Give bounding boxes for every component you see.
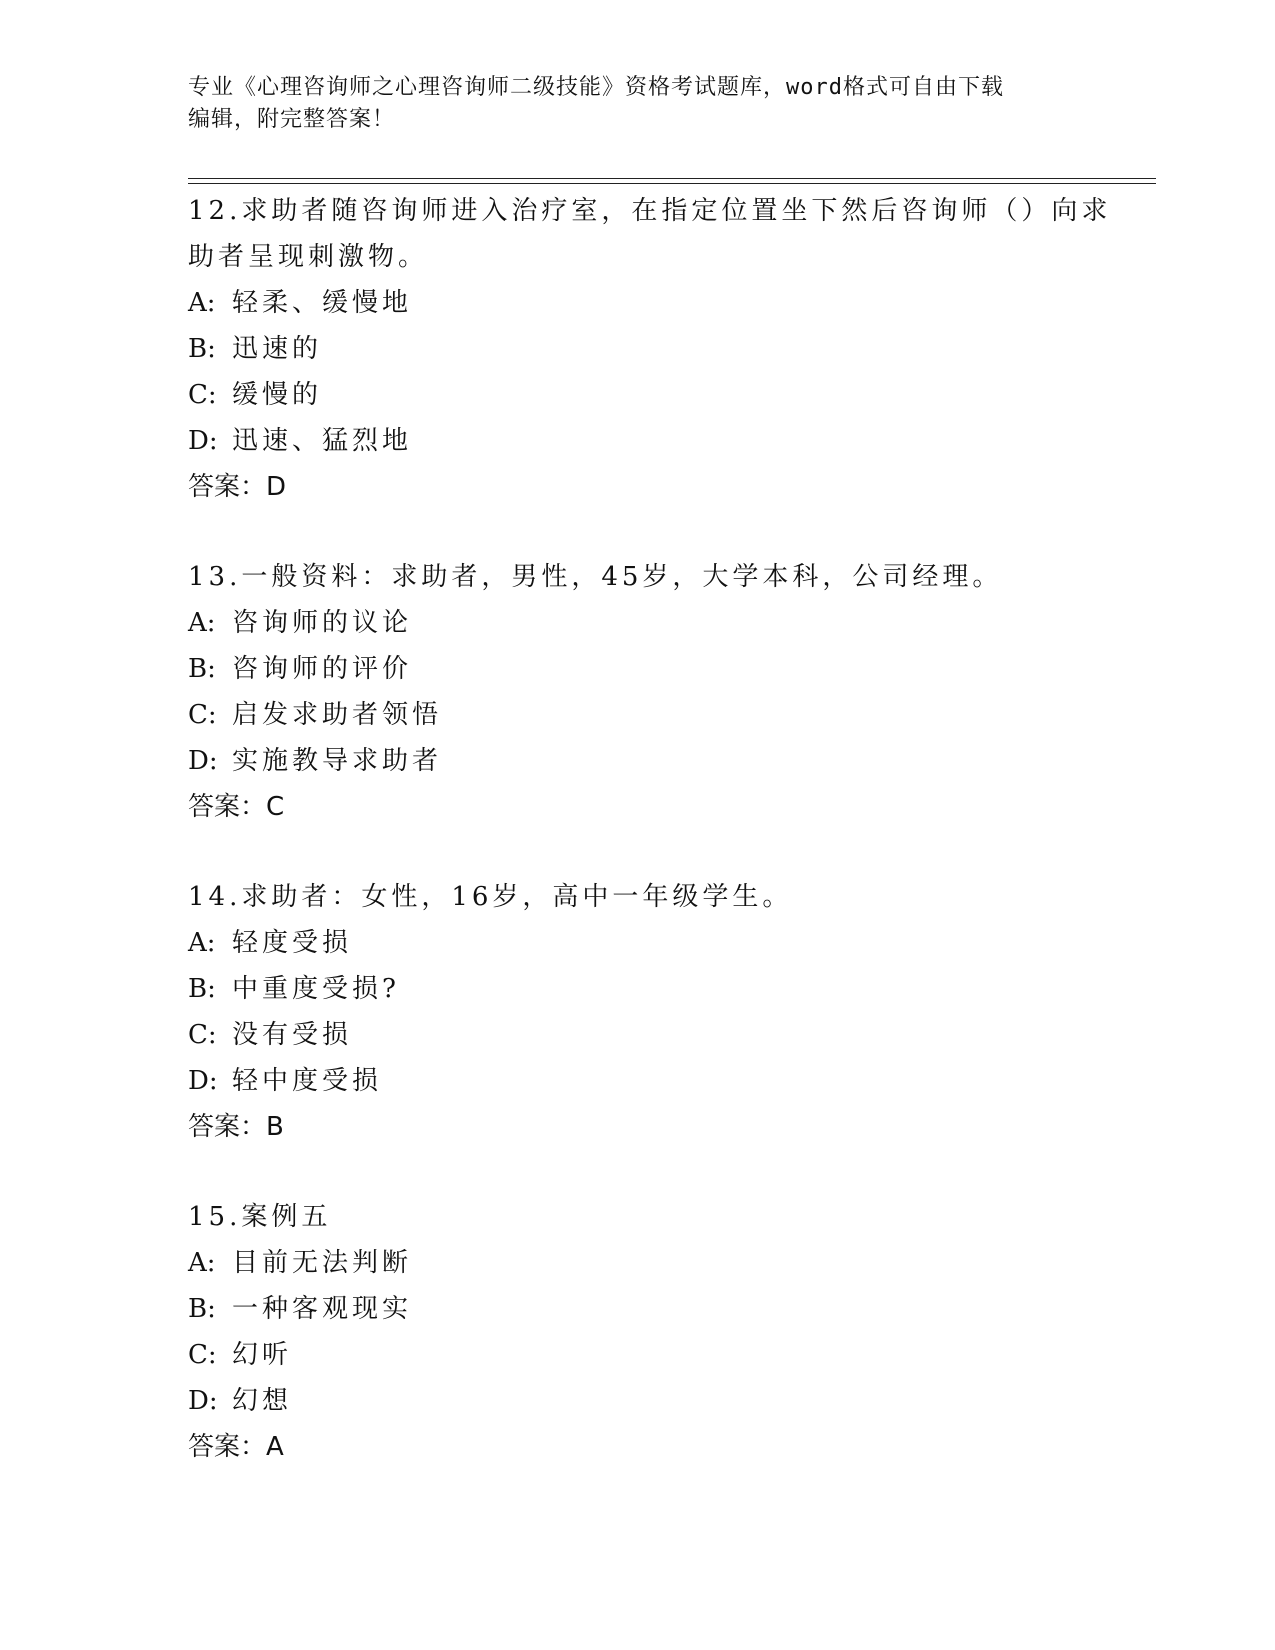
option-a <box>188 600 1088 646</box>
option-text: 缓慢的 <box>232 380 323 410</box>
option-text: 实施教导求助者 <box>232 746 443 776</box>
question-15 <box>188 1194 1088 1470</box>
question-title-line: 13.一般资料：求助者，男性，45岁，大学本科，公司经理。 <box>188 562 1003 592</box>
option-b <box>188 966 1088 1012</box>
option-letter: A: <box>188 608 216 638</box>
option-c <box>188 692 1088 738</box>
option-text: 迅速、猛烈地 <box>232 426 413 456</box>
option-letter: C: <box>188 1340 217 1370</box>
option-letter: B: <box>188 974 216 1004</box>
option-letter: D: <box>188 1386 218 1416</box>
option-text: 迅速的 <box>232 334 323 364</box>
option-a <box>188 280 1088 326</box>
option-text: 中重度受损? <box>232 974 400 1004</box>
question-13 <box>188 554 1088 830</box>
header-divider-bottom <box>188 183 1156 184</box>
option-letter: B: <box>188 334 216 364</box>
option-text: 轻柔、缓慢地 <box>232 288 413 318</box>
option-letter: A: <box>188 1248 216 1278</box>
option-text: 轻中度受损 <box>232 1066 383 1096</box>
option-c <box>188 1332 1088 1378</box>
header-line-1: 专业《心理咨询师之心理咨询师二级技能》资格考试题库，word格式可自由下载 <box>188 75 1004 100</box>
option-a <box>188 920 1088 966</box>
document-header <box>188 72 1088 136</box>
question-title <box>188 188 1112 280</box>
answer-line: 答案：D <box>188 472 287 502</box>
question-title <box>188 554 1088 600</box>
option-a <box>188 1240 1088 1286</box>
option-text: 目前无法判断 <box>232 1248 413 1278</box>
option-d <box>188 1058 1088 1104</box>
header-divider-top <box>188 178 1156 179</box>
question-title-line: 15.案例五 <box>188 1202 332 1232</box>
option-letter: A: <box>188 928 216 958</box>
option-d <box>188 1378 1088 1424</box>
header-line-2: 编辑，附完整答案！ <box>188 107 396 132</box>
option-d <box>188 738 1088 784</box>
option-letter: C: <box>188 700 217 730</box>
option-letter: D: <box>188 1066 218 1096</box>
option-letter: B: <box>188 1294 216 1324</box>
question-title <box>188 874 1088 920</box>
question-title-line: 12.求助者随咨询师进入治疗室，在指定位置坐下然后咨询师（）向求 <box>188 196 1112 226</box>
option-b <box>188 326 1088 372</box>
question-14 <box>188 874 1088 1150</box>
option-text: 启发求助者领悟 <box>232 700 443 730</box>
question-12 <box>188 188 1112 510</box>
option-text: 幻听 <box>232 1340 293 1370</box>
option-letter: C: <box>188 380 217 410</box>
question-title <box>188 1194 1088 1240</box>
option-c <box>188 1012 1088 1058</box>
option-letter: A: <box>188 288 216 318</box>
option-d <box>188 418 1088 464</box>
option-text: 没有受损 <box>232 1020 353 1050</box>
option-b <box>188 646 1088 692</box>
option-letter: C: <box>188 1020 217 1050</box>
option-text: 轻度受损 <box>232 928 353 958</box>
option-text: 一种客观现实 <box>232 1294 413 1324</box>
option-b <box>188 1286 1088 1332</box>
option-text: 咨询师的议论 <box>232 608 413 638</box>
option-text: 幻想 <box>232 1386 293 1416</box>
answer-line: 答案：A <box>188 1432 284 1462</box>
option-c <box>188 372 1088 418</box>
question-title-line: 14.求助者：女性，16岁，高中一年级学生。 <box>188 882 793 912</box>
question-title-line: 助者呈现刺激物。 <box>188 242 429 272</box>
option-letter: D: <box>188 746 218 776</box>
option-letter: B: <box>188 654 216 684</box>
answer-line: 答案：C <box>188 792 285 822</box>
option-text: 咨询师的评价 <box>232 654 413 684</box>
answer-line: 答案：B <box>188 1112 284 1142</box>
option-letter: D: <box>188 426 218 456</box>
